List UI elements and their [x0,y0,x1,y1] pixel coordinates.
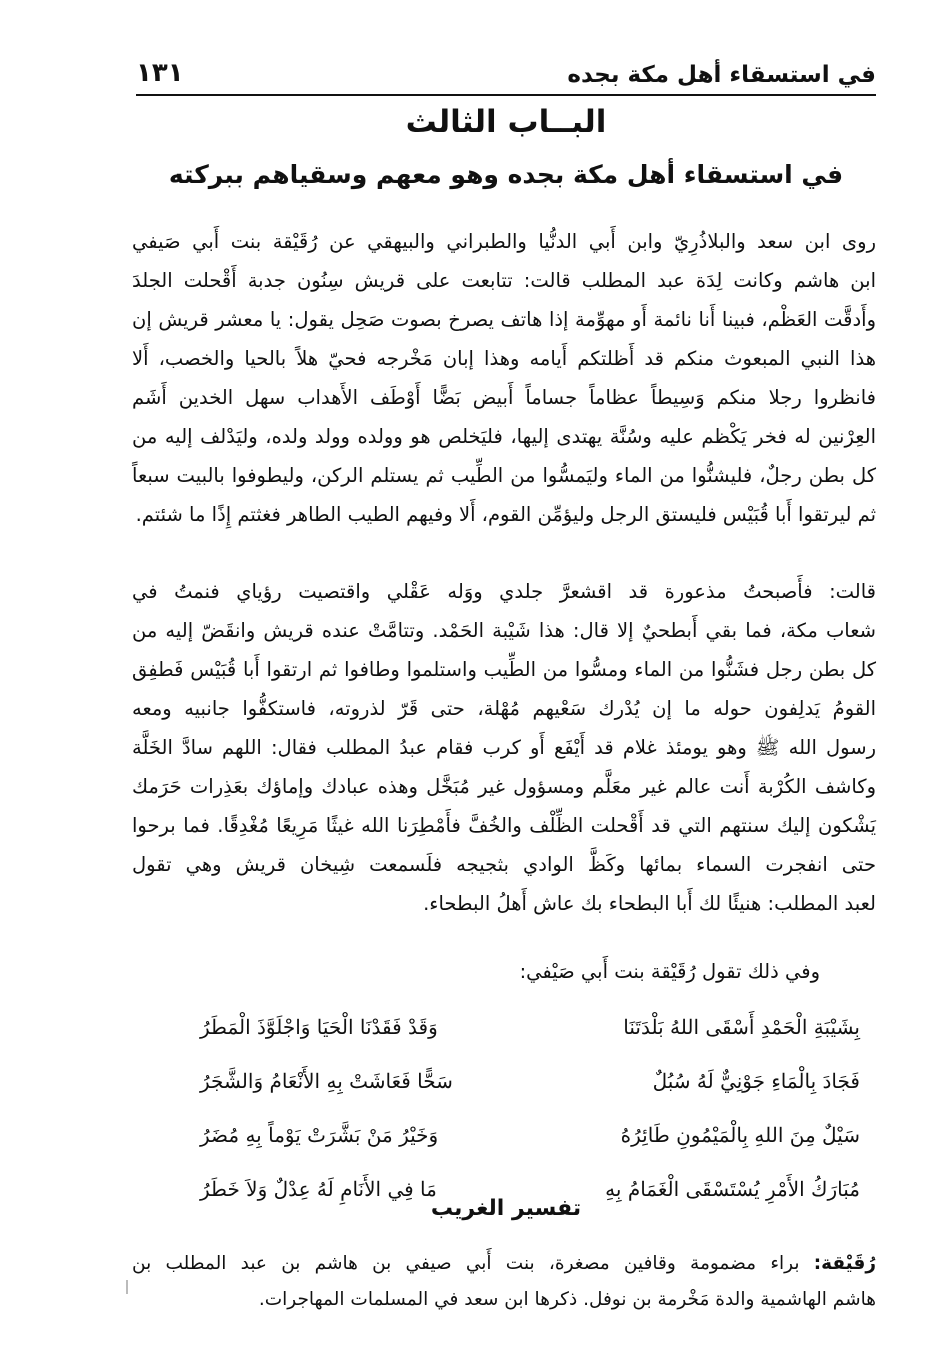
glossary-entry [132,1246,876,1318]
scan-mark [126,1280,128,1294]
text-line: يَشْكون إليك سنتهم التي قد أَقْحلت الظِّلْف والخُفَّ فأَمْطِرَنا الله غيثًا مَرِيعًا مُغْدِقًا. فما برحوا [132,814,876,837]
page-number: ١٣١ [136,58,184,88]
glossary-definition: براء مضمومة وقافين مصغرة، بنت أَبي صيفي بن هاشم بن عبد المطلب بن [132,1253,814,1274]
verse-second-half: وَخَيْرُ مَنْ بَشَّرَتْ يَوْماً بِهِ مُضَرُ [200,1123,439,1147]
text-line: وكاشف الكُرْبة أَنت عالم غير معَلَّم ومسؤول غير مُبَخَّل وهذه عبادك وإماؤك بعَذِرات حَرَمك [132,775,876,798]
verse-first-half: بِشَيْبَةِ الْحَمْدِ أَسْقَى اللهُ بَلْدَتَنَا [623,1015,860,1039]
text-line: هذا النبي المبعوث منكم قد أَظلتكم أَيامه وهذا إبان مَخْرجه فحيّ هلاً بالحيا والخصب، أَلا [132,347,876,370]
chapter-subtitle: في استسقاء أهل مكة بجده وهو معهم وسقياهم ببركته [168,160,844,189]
text-line: رسول الله ﷺ وهو يومئذ غلام قد أَيْفَع أَو كرب فقام عبدُ المطلب فقال: اللهم سادَّ الخَلَّة [132,736,876,759]
verse-second-half: سَحًّا فَعَاشَتْ بِهِ الأَنْعَامُ وَالشَّجَرُ [200,1069,453,1093]
text-line [132,1246,876,1282]
text-line: حتى انفجرت السماء بمائها وكَظَّ الوادي بثجيجه فلَسمعت شِيخان قريش وهي تقول [132,853,876,876]
verse-first-half: سَيْلٌ مِنَ اللهِ بِالْمَيْمُونِ طَائِرُهُ [620,1123,860,1147]
text-line: فانظروا رجلا منكم وَسِيطاً عظاماً جساماً أَبيض بَضًّا أَوْطَف الأَهداب سهل الخدين أَشَم [132,386,876,409]
text-line: كل بطن رجل فشَنُّوا من الماء ومسُّوا من الطِّيب واستلموا وطافوا ثم ارتقوا أَبا قُبَيْس فَطفِق [132,658,876,681]
text-line: هاشم الهاشمية والدة مَخْرمة بن نوفل. ذكرها ابن سعد في المسلمات المهاجرات. [258,1289,876,1310]
poem-intro: وفي ذلك تقول رُقَيْقة بنت أَبي صَيْفي: [519,960,820,983]
poem-verse [200,1054,860,1108]
text-line: روى ابن سعد والبلاذُرِيّ وابن أَبي الدنُّيا والطبراني والبيهقي عن رُقَيْقة بنت أَبي صَيفي [132,230,876,253]
paragraph-narration [132,222,876,534]
text-line: شعاب مكة، فما بقي أَبطحيٌ إلا قال: هذا شَيْبة الحَمْد. وتتامَّتْ عنده قريش وانقَضّ إليه من [132,619,876,642]
text-line: كل بطن رجلٌ، فليشنُّوا من الماء وليَمسُّوا من الطِّيب ثم يستلم الركن، وليطوفوا بالبيت سبعاً [132,464,876,487]
verse-first-half: مُبَارَكُ الأَمْرِ يُسْتَسْقَى الْغَمَامُ بِهِ [605,1177,860,1201]
running-title: في استسقاء أهل مكة بجده [567,62,876,88]
text-line: ثم ليرتقوا أَبا قُبَيْس فليستق الرجل وليؤمِّن القوم، أَلا وفيهم الطيب الطاهر فغثتم إِذًا ما شئتم. [135,503,876,526]
poem [200,1000,860,1216]
text-line: وأَدقَّت العَظْم، فبينا أَنا نائمة أَو مهوِّمة إذا هاتف يصرخ بصوت صَحِل يقول: يا معشر قريش إن [132,308,876,331]
text-line: ابن هاشم وكانت لِدَة عبد المطلب قالت: تتابعت على قريش سِنُون جدبة أَقْحلت الجلدَ [132,269,876,292]
verse-first-half: فَجَادَ بِالْمَاءِ جَوْنِيٌّ لَهُ سُبُلٌ [652,1069,860,1093]
poem-verse [200,1000,860,1054]
chapter-heading: البــاب الثالث [405,104,607,140]
glossary-term: رُقَيْقة: [813,1253,876,1274]
verse-second-half: مَا فِي الأَنَامِ لَهُ عِدْلٌ وَلاَ خَطَرُ [200,1177,437,1201]
text-line: العِرْنين له فخر يَكْظم عليه وسُنَّة يهتدى إليها، فليَخلص هو وولده وولد ولده، وليَدْلف إليه من [132,425,876,448]
glossary-heading: تفسير الغريب [430,1196,582,1221]
text-line: قالت: فأَصبحتُ مذعورة قد اقشعرَّ جلدي ووَله عَقْلي واقتصيت رؤياي فنمتُ في [132,580,876,603]
paragraph-story [132,572,876,923]
poem-verse [200,1108,860,1162]
text-line: لعبد المطلب: هنيئًا لك أَبا البطحاء بك عاش أَهلُ البطحاء. [423,892,876,915]
verse-second-half: وَقَدْ فَقَدْنَا الْحَيَا وَاجْلَوَّذَ الْمَطَرُ [200,1015,438,1039]
text-line: القومُ يَدلِفون حوله ما إن يُدْرك سَعْيهم مُهْلة، حتى قَرّ لذروته، فاستكفُّوا جانبيه ومعه [132,697,876,720]
running-header [136,52,876,96]
